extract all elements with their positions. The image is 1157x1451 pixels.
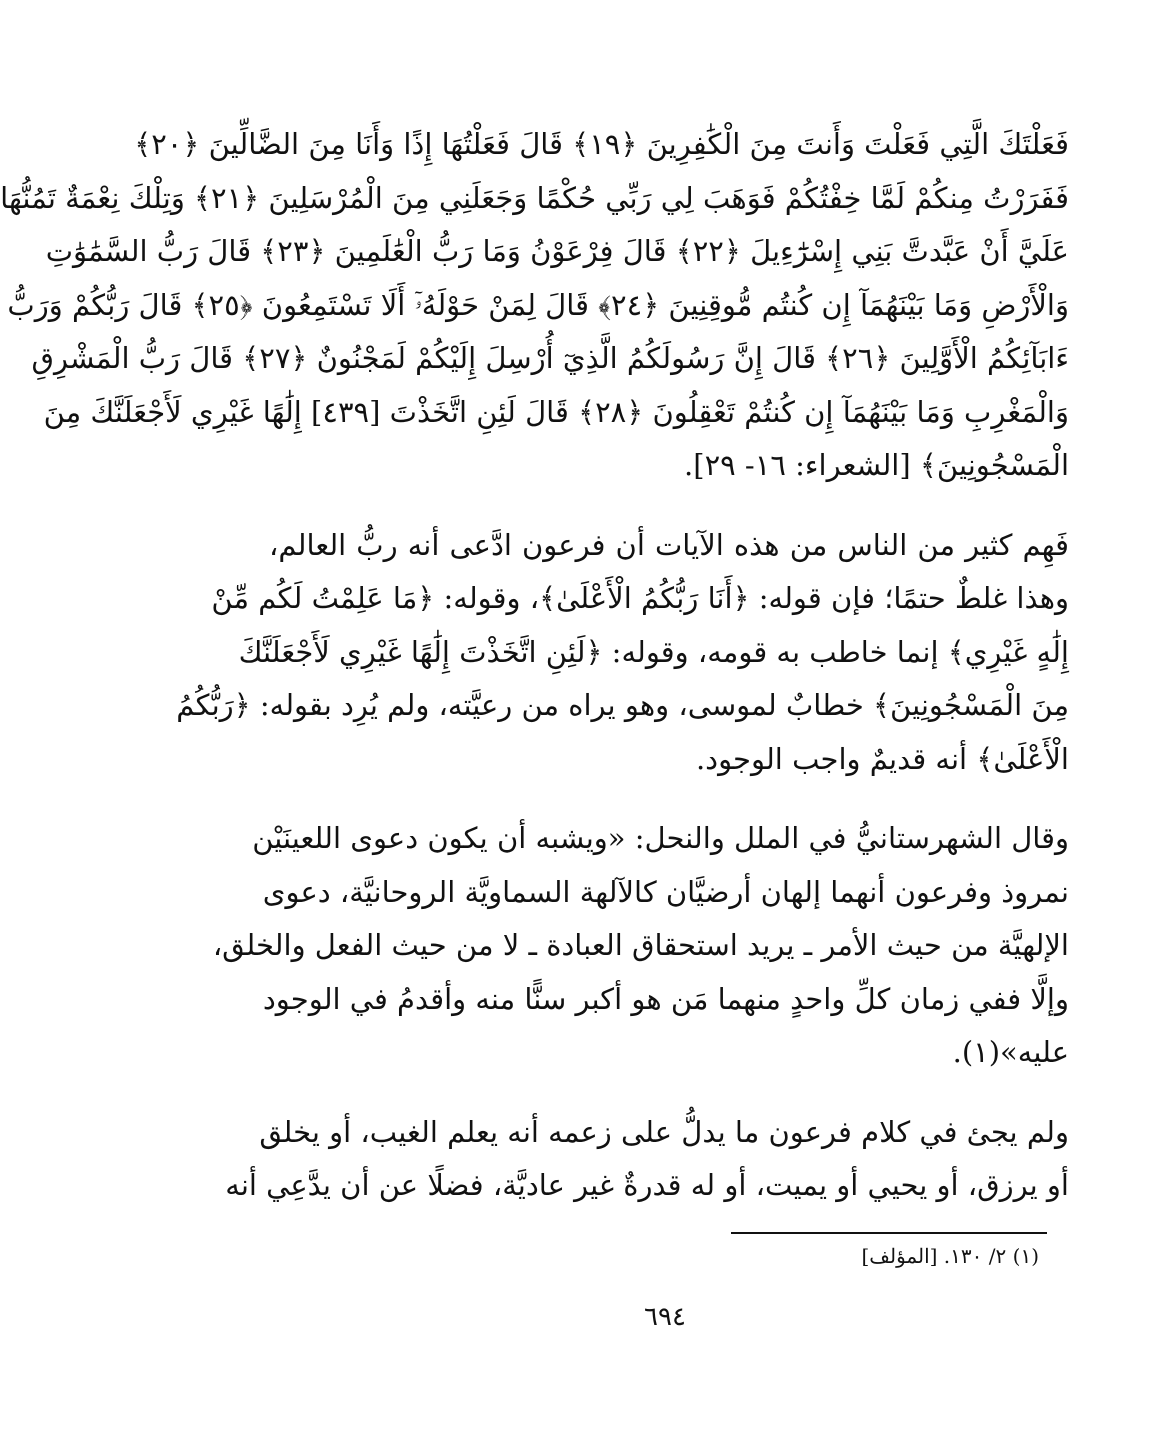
text-line: الإلهيَّة من حيث الأمر ـ يريد استحقاق العبادة ـ لا من حيث الفعل والخلق، (212, 928, 1069, 962)
verse-line: وَالْأَرْضِ وَمَا بَيْنَهُمَآ إِن كُنتُم مُّوقِنِينَ ﴿٢٤﴾ قَالَ لِمَنْ حَوْلَهُۥٓ أَلَا تَسْتَمِعُونَ ﴿٢٥﴾ قَالَ رَبُّكُمْ وَرَبُّ (7, 287, 1069, 322)
verse-line: ءَابَآئِكُمُ الْأَوَّلِينَ ﴿٢٦﴾ قَالَ إِنَّ رَسُولَكُمُ الَّذِيٓ أُرْسِلَ إِلَيْكُمْ لَمَجْنُونٌ ﴿٢٧﴾ قَالَ رَبُّ الْمَشْرِقِ (31, 341, 1069, 375)
text-line: وإلَّا ففي زمان كلِّ واحدٍ منهما مَن هو أكبر سنًّا منه وأقدمُ في الوجود (262, 981, 1069, 1016)
text-line: ولم يجئ في كلام فرعون ما يدلُّ على زعمه أنه يعلم الغيب، أو يخلق (259, 1114, 1069, 1149)
verse-line: عَلَيَّ أَنْ عَبَّدتَّ بَنِي إِسْرَٰٓءِيلَ ﴿٢٢﴾ قَالَ فِرْعَوْنُ وَمَا رَبُّ الْعَٰلَمِينَ ﴿٢٣﴾ قَالَ رَبُّ السَّمَٰوَٰتِ (45, 234, 1069, 268)
text-line: فَهِم كثير من الناس من هذه الآيات أن فرعون ادَّعى أنه ربُّ العالم، (269, 527, 1069, 562)
text-line: وهذا غلطٌ حتمًا؛ فإن قوله: ﴿أَنَا رَبُّكُمُ الْأَعْلَىٰ﴾، وقوله: ﴿مَا عَلِمْتُ لَكُم مِّنْ (211, 581, 1069, 615)
page-body (0, 118, 1069, 1213)
paragraph-2 (212, 812, 1069, 1080)
text-line: مِنَ الْمَسْجُونِينَ﴾ خطابٌ لموسى، وهو يراه من رعيَّته، ولم يُرِد بقوله: ﴿رَبُّكُمُ (176, 688, 1069, 722)
text-line: وقال الشهرستانيُّ في الملل والنحل: «ويشبه أن يكون دعوى اللعينَيْن (252, 821, 1069, 855)
footnote-separator (731, 1232, 1047, 1234)
text-line: أو يرزق، أو يحيي أو يميت، أو له قدرةٌ غير عاديَّة، فضلًا عن أن يدَّعِي أنه (225, 1168, 1069, 1202)
verse-line: وَالْمَغْرِبِ وَمَا بَيْنَهُمَآ إِن كُنتُمْ تَعْقِلُونَ ﴿٢٨﴾ قَالَ لَئِنِ اتَّخَذْتَ [٤٣٩] إِلَٰهًا غَيْرِي لَأَجْعَلَنَّكَ مِنَ (43, 394, 1069, 429)
verse-line: فَعَلْتَكَ الَّتِي فَعَلْتَ وَأَنتَ مِنَ الْكَٰفِرِينَ ﴿١٩﴾ قَالَ فَعَلْتُهَا إِذًا وَأَنَا مِنَ الضَّالِّينَ ﴿٢٠﴾ (134, 127, 1069, 161)
paragraph-3 (225, 1106, 1069, 1213)
verse-line-reference: الْمَسْجُونِينَ﴾ [الشعراء: ١٦- ٢٩]. (684, 448, 1069, 482)
verse-line: فَفَرَرْتُ مِنكُمْ لَمَّا خِفْتُكُمْ فَوَهَبَ لِي رَبِّي حُكْمًا وَجَعَلَنِي مِنَ الْمُرْسَلِينَ ﴿٢١﴾ وَتِلْكَ نِعْمَةٌ تَمُنُّهَا (0, 180, 1069, 215)
text-line: الْأَعْلَىٰ﴾ أنه قديمٌ واجب الوجود. (695, 741, 1069, 776)
quran-verses-block (0, 118, 1069, 493)
footnote: (١) ٢/ ١٣٠. [المؤلف] (861, 1244, 1039, 1268)
text-line: عليه»(١). (952, 1035, 1069, 1069)
page-number: ٦٩٤ (644, 1302, 686, 1332)
text-line: إِلَٰهٍ غَيْرِي﴾ إنما خاطب به قومه، وقوله: ﴿لَئِنِ اتَّخَذْتَ إِلَٰهًا غَيْرِي لَأَجْعَلَنَّكَ (238, 634, 1069, 669)
text-line: نمروذ وفرعون أنهما إلهان أرضيَّان كالآلهة السماويَّة الروحانيَّة، دعوى (262, 874, 1069, 909)
paragraph-1 (176, 519, 1069, 787)
